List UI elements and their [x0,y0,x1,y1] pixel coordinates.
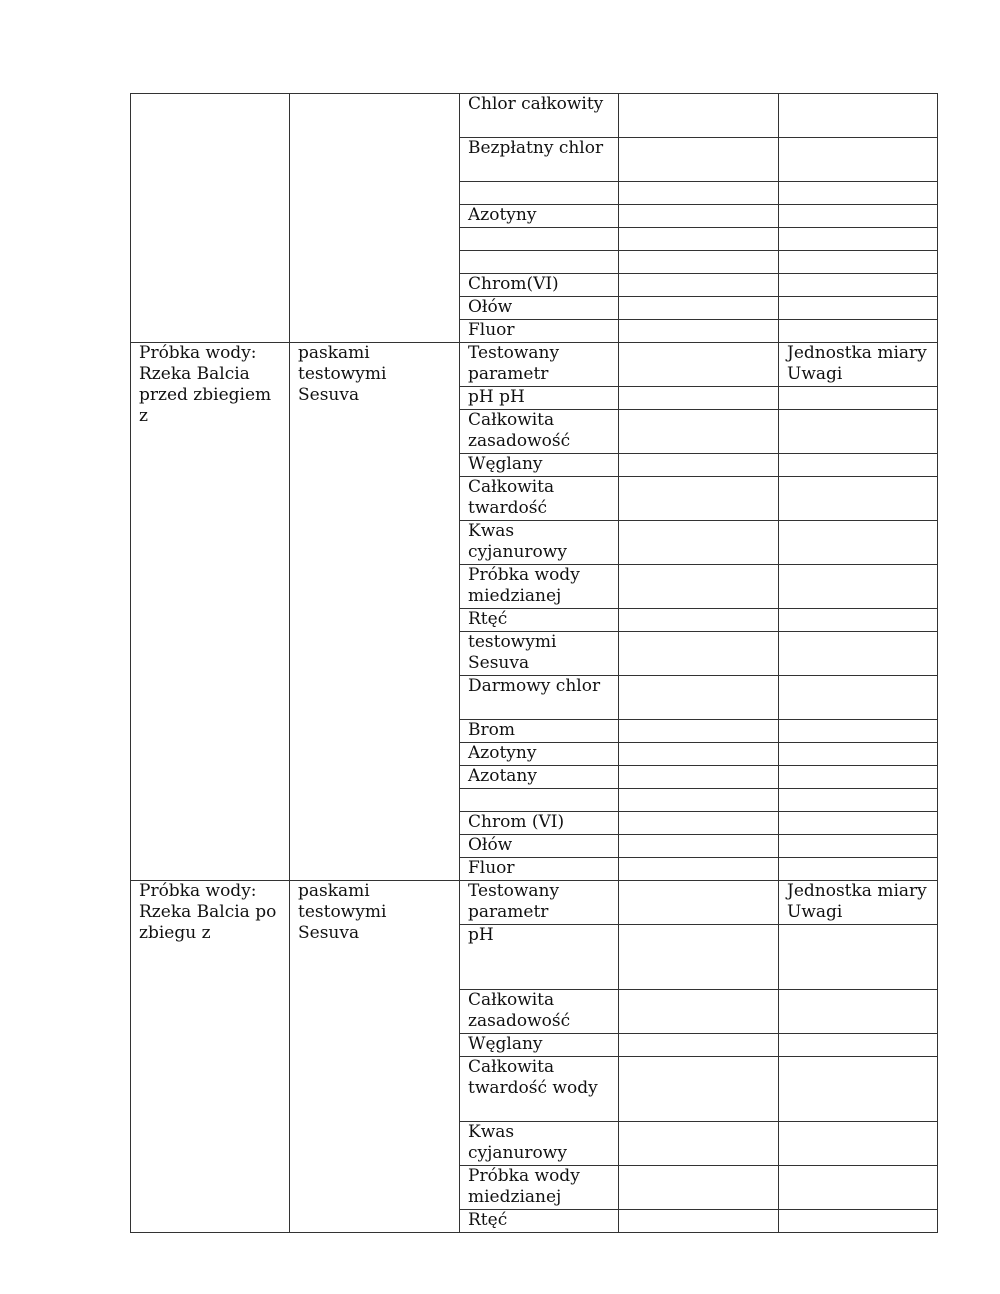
method-cell: paskami testowymi Sesuva [290,881,460,1233]
parameter-cell: Chrom(VI) [460,274,619,297]
sample-cell: Próbka wody: Rzeka Balcia po zbiegu z [131,881,290,1233]
value-cell [619,565,779,609]
unit-remarks-cell [779,1210,938,1233]
value-cell [619,676,779,720]
unit-remarks-cell [779,454,938,477]
unit-remarks-cell [779,320,938,343]
unit-remarks-cell [779,251,938,274]
method-cell: paskami testowymi Sesuva [290,343,460,881]
value-cell [619,477,779,521]
parameter-cell: Rtęć [460,609,619,632]
value-cell [619,521,779,565]
value-cell [619,454,779,477]
value-cell [619,205,779,228]
parameter-cell: testowymi Sesuva [460,632,619,676]
parameter-cell: Testowany parametr [460,881,619,925]
value-cell [619,858,779,881]
value-cell [619,228,779,251]
unit-remarks-cell [779,94,938,138]
unit-remarks-cell [779,1057,938,1122]
unit-remarks-cell [779,565,938,609]
unit-remarks-cell [779,789,938,812]
unit-remarks-cell [779,182,938,205]
value-cell [619,720,779,743]
parameter-cell: Kwas cyjanurowy [460,521,619,565]
parameter-cell: Całkowita zasadowość [460,410,619,454]
table-row [131,94,938,138]
unit-remarks-cell [779,925,938,990]
sample-cell: Próbka wody: Rzeka Balcia przed zbiegiem z [131,343,290,881]
value-cell [619,881,779,925]
parameter-cell: Azotyny [460,743,619,766]
unit-remarks-cell [779,274,938,297]
parameter-cell: pH pH [460,387,619,410]
parameter-cell: Bezpłatny chlor [460,138,619,182]
table-row [131,881,938,925]
value-cell [619,812,779,835]
parameter-cell: Brom [460,720,619,743]
table-row [131,343,938,387]
value-cell [619,766,779,789]
method-cell [290,94,460,343]
unit-remarks-cell [779,205,938,228]
unit-remarks-cell [779,410,938,454]
parameter-cell [460,182,619,205]
unit-remarks-cell [779,835,938,858]
unit-remarks-cell [779,743,938,766]
value-cell [619,1122,779,1166]
unit-remarks-cell [779,858,938,881]
parameter-cell: Ołów [460,297,619,320]
parameter-cell: Azotany [460,766,619,789]
value-cell [619,1057,779,1122]
value-cell [619,1210,779,1233]
value-cell [619,1034,779,1057]
value-cell [619,925,779,990]
unit-remarks-cell [779,812,938,835]
unit-remarks-cell [779,720,938,743]
parameter-cell: Węglany [460,454,619,477]
parameter-cell: Próbka wody miedzianej [460,565,619,609]
parameter-cell: Chrom (VI) [460,812,619,835]
unit-remarks-cell: Jednostka miary Uwagi [779,343,938,387]
parameter-cell: pH [460,925,619,990]
parameter-cell: Fluor [460,320,619,343]
parameter-cell: Fluor [460,858,619,881]
unit-remarks-cell [779,1034,938,1057]
value-cell [619,182,779,205]
unit-remarks-cell: Jednostka miary Uwagi [779,881,938,925]
unit-remarks-cell [779,676,938,720]
parameter-cell: Kwas cyjanurowy [460,1122,619,1166]
value-cell [619,251,779,274]
value-cell [619,835,779,858]
parameter-cell: Próbka wody miedzianej [460,1166,619,1210]
unit-remarks-cell [779,228,938,251]
value-cell [619,410,779,454]
unit-remarks-cell [779,632,938,676]
unit-remarks-cell [779,387,938,410]
parameter-cell: Chlor całkowity [460,94,619,138]
value-cell [619,632,779,676]
unit-remarks-cell [779,609,938,632]
parameter-cell: Całkowita twardość [460,477,619,521]
unit-remarks-cell [779,521,938,565]
value-cell [619,609,779,632]
value-cell [619,343,779,387]
value-cell [619,94,779,138]
value-cell [619,990,779,1034]
value-cell [619,274,779,297]
parameter-cell: Testowany parametr [460,343,619,387]
parameter-cell: Azotyny [460,205,619,228]
parameter-cell: Całkowita zasadowość [460,990,619,1034]
unit-remarks-cell [779,1122,938,1166]
sample-cell [131,94,290,343]
unit-remarks-cell [779,766,938,789]
unit-remarks-cell [779,990,938,1034]
unit-remarks-cell [779,477,938,521]
parameter-cell [460,251,619,274]
value-cell [619,743,779,766]
value-cell [619,297,779,320]
parameter-cell: Darmowy chlor [460,676,619,720]
document-page [130,93,927,1233]
unit-remarks-cell [779,138,938,182]
value-cell [619,789,779,812]
parameter-cell [460,228,619,251]
unit-remarks-cell [779,297,938,320]
parameter-cell: Węglany [460,1034,619,1057]
parameter-cell: Rtęć [460,1210,619,1233]
water-test-table [130,93,938,1233]
value-cell [619,320,779,343]
parameter-cell: Ołów [460,835,619,858]
value-cell [619,387,779,410]
value-cell [619,138,779,182]
parameter-cell [460,789,619,812]
value-cell [619,1166,779,1210]
unit-remarks-cell [779,1166,938,1210]
parameter-cell: Całkowita twardość wody [460,1057,619,1122]
